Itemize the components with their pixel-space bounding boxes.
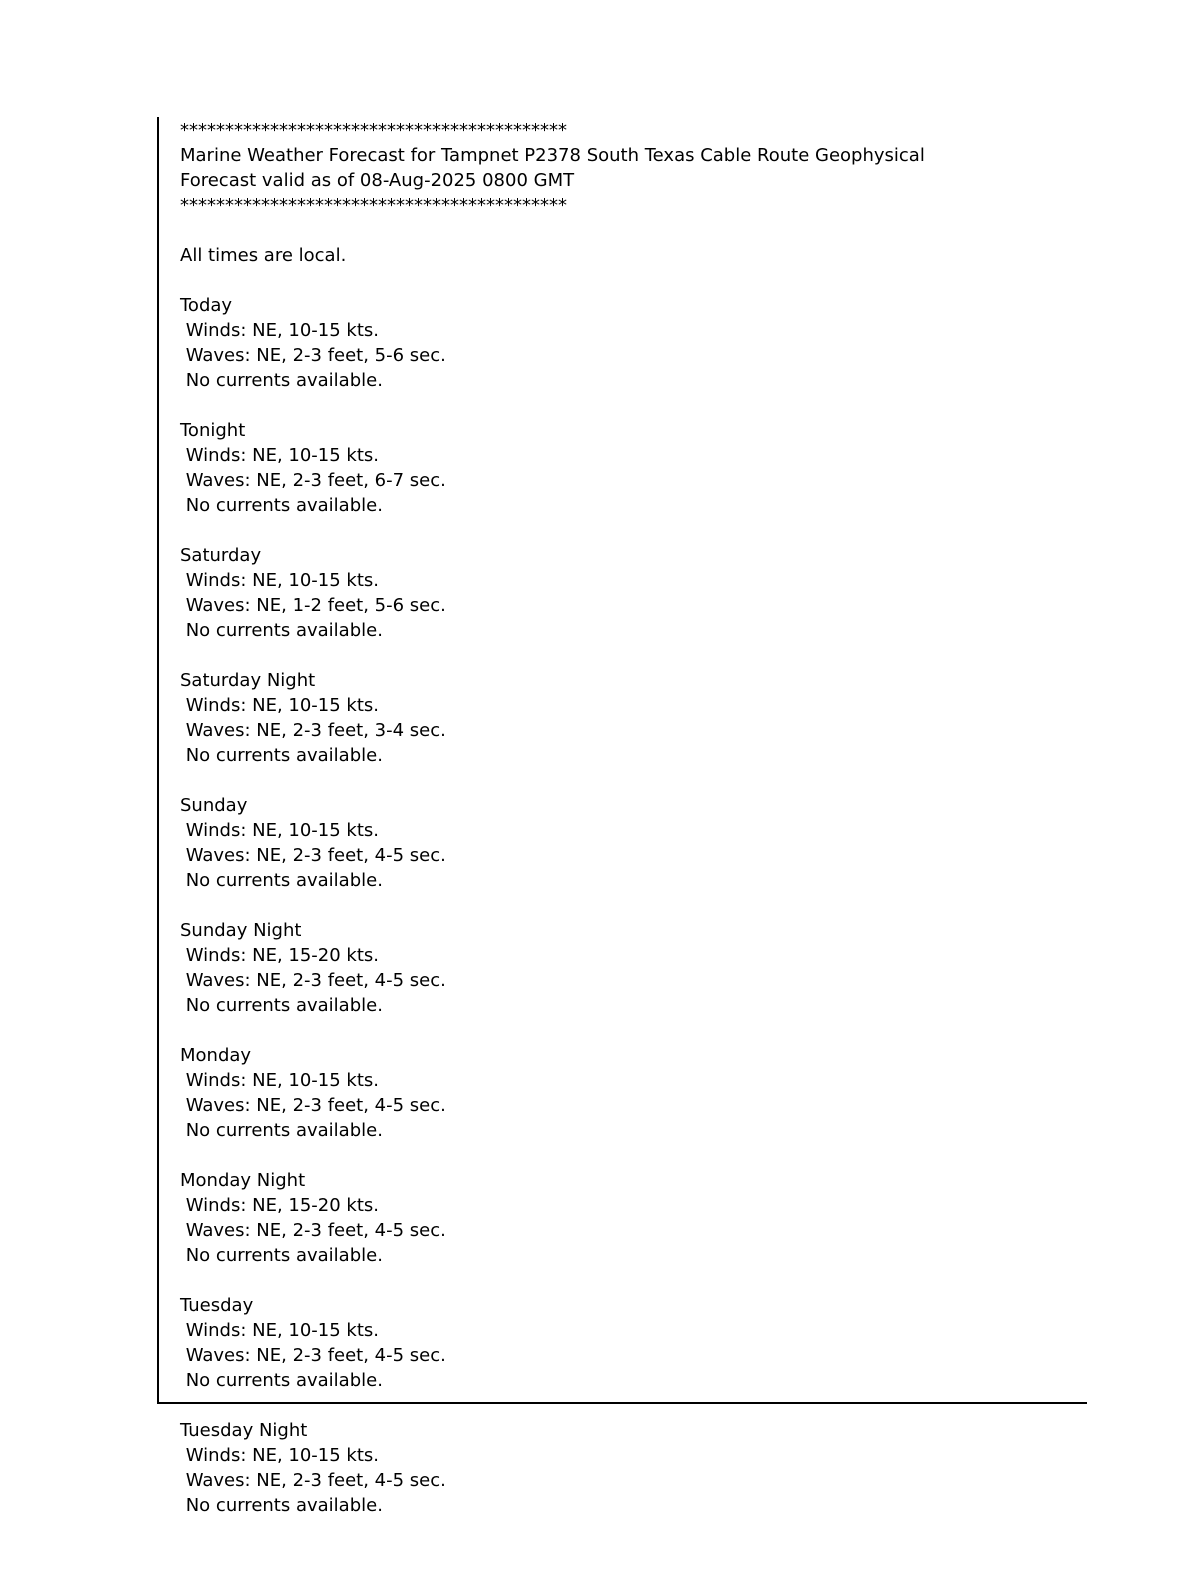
waves-line: Waves: NE, 2-3 feet, 4-5 sec. bbox=[180, 1095, 446, 1116]
day-header: Tuesday bbox=[180, 1295, 254, 1316]
waves-line: Waves: NE, 2-3 feet, 4-5 sec. bbox=[180, 1220, 446, 1241]
content-frame-left-border bbox=[157, 117, 159, 1402]
winds-line: Winds: NE, 10-15 kts. bbox=[180, 1445, 380, 1466]
day-header: Monday bbox=[180, 1045, 252, 1066]
waves-line: Waves: NE, 2-3 feet, 3-4 sec. bbox=[180, 720, 446, 741]
currents-line: No currents available. bbox=[180, 1370, 383, 1391]
currents-line: No currents available. bbox=[180, 495, 383, 516]
winds-line: Winds: NE, 10-15 kts. bbox=[180, 445, 380, 466]
winds-line: Winds: NE, 10-15 kts. bbox=[180, 320, 380, 341]
blank-line bbox=[180, 218, 1160, 243]
waves-line: Waves: NE, 2-3 feet, 6-7 sec. bbox=[180, 470, 446, 491]
document-validity: Forecast valid as of 08-Aug-2025 0800 GMT bbox=[180, 170, 575, 191]
day-header: Saturday Night bbox=[180, 670, 316, 691]
divider-line: ******************************************* bbox=[180, 120, 567, 141]
winds-line: Winds: NE, 10-15 kts. bbox=[180, 1320, 380, 1341]
day-header: Today bbox=[180, 295, 233, 316]
waves-line: Waves: NE, 2-3 feet, 4-5 sec. bbox=[180, 970, 446, 991]
currents-line: No currents available. bbox=[180, 870, 383, 891]
blank-line bbox=[180, 893, 1160, 918]
day-header: Saturday bbox=[180, 545, 262, 566]
currents-line: No currents available. bbox=[180, 1495, 383, 1516]
day-header: Tonight bbox=[180, 420, 246, 441]
day-header: Monday Night bbox=[180, 1170, 306, 1191]
currents-line: No currents available. bbox=[180, 1120, 383, 1141]
note-all-times-local: All times are local. bbox=[180, 245, 347, 266]
blank-line bbox=[180, 768, 1160, 793]
winds-line: Winds: NE, 15-20 kts. bbox=[180, 945, 380, 966]
waves-line: Waves: NE, 2-3 feet, 4-5 sec. bbox=[180, 845, 446, 866]
winds-line: Winds: NE, 10-15 kts. bbox=[180, 1070, 380, 1091]
day-header: Tuesday Night bbox=[180, 1420, 308, 1441]
winds-line: Winds: NE, 10-15 kts. bbox=[180, 820, 380, 841]
blank-line bbox=[180, 1143, 1160, 1168]
blank-line bbox=[180, 1018, 1160, 1043]
currents-line: No currents available. bbox=[180, 1245, 383, 1266]
currents-line: No currents available. bbox=[180, 995, 383, 1016]
document-title: Marine Weather Forecast for Tampnet P2378 South Texas Cable Route Geophysical bbox=[180, 145, 925, 166]
blank-line bbox=[180, 268, 1160, 293]
currents-line: No currents available. bbox=[180, 745, 383, 766]
winds-line: Winds: NE, 15-20 kts. bbox=[180, 1195, 380, 1216]
winds-line: Winds: NE, 10-15 kts. bbox=[180, 570, 380, 591]
winds-line: Winds: NE, 10-15 kts. bbox=[180, 695, 380, 716]
blank-line bbox=[180, 518, 1160, 543]
blank-line bbox=[180, 393, 1160, 418]
waves-line: Waves: NE, 2-3 feet, 4-5 sec. bbox=[180, 1345, 446, 1366]
waves-line: Waves: NE, 2-3 feet, 4-5 sec. bbox=[180, 1470, 446, 1491]
day-header: Sunday Night bbox=[180, 920, 302, 941]
blank-line bbox=[180, 643, 1160, 668]
blank-line bbox=[180, 1268, 1160, 1293]
divider-line: ******************************************* bbox=[180, 195, 567, 216]
currents-line: No currents available. bbox=[180, 370, 383, 391]
waves-line: Waves: NE, 2-3 feet, 5-6 sec. bbox=[180, 345, 446, 366]
day-header: Sunday bbox=[180, 795, 248, 816]
forecast-document bbox=[180, 118, 1160, 1518]
blank-line bbox=[180, 1393, 1160, 1418]
waves-line: Waves: NE, 1-2 feet, 5-6 sec. bbox=[180, 595, 446, 616]
currents-line: No currents available. bbox=[180, 620, 383, 641]
